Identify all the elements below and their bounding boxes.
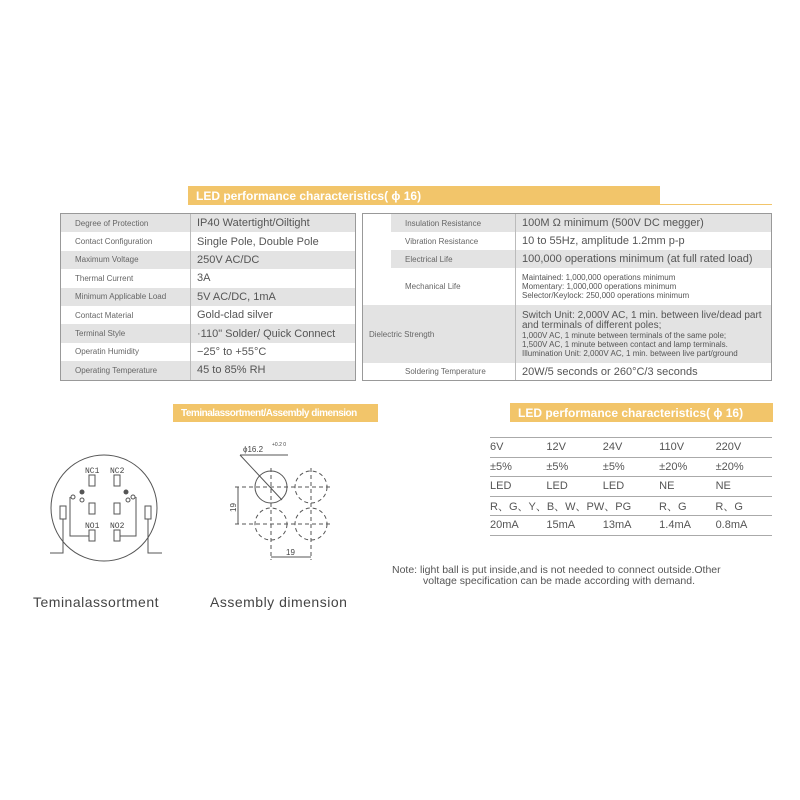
- label-nc2: NC2: [110, 467, 125, 476]
- led-table-cell: 24V: [602, 441, 623, 454]
- spec-label: Mechanical Life: [391, 268, 516, 305]
- led-table-cell: 220V: [715, 441, 742, 454]
- spec-label: Dielectric Strength: [363, 305, 516, 363]
- spec-label: Thermal Current: [61, 269, 191, 287]
- led-table-row: [490, 437, 772, 457]
- led-table-cell: 15mA: [546, 519, 576, 532]
- tolerance-label: +0.2 0: [272, 442, 287, 448]
- spec-value: 100M Ω minimum (500V DC megger): [522, 217, 704, 229]
- led-table-row: [490, 515, 772, 536]
- led-table-cell: ±5%: [602, 460, 625, 473]
- spec-value: −25° to +55°C: [197, 345, 267, 358]
- led-table-cell: ±20%: [659, 460, 688, 473]
- caption-terminal: Teminalassortment: [33, 594, 159, 610]
- mechanical-line: Momentary: 1,000,000 operations minimum: [522, 282, 677, 291]
- terminal-banner: Teminalassortment/Assembly dimension: [173, 404, 378, 422]
- spec-value: 10 to 55Hz, amplitude 1.2mm p-p: [522, 235, 685, 247]
- spec-label: Contact Configuration: [61, 232, 191, 250]
- spec-label: Minimum Applicable Load: [61, 288, 191, 306]
- led-table-cell: 0.8mA: [715, 519, 748, 532]
- led-table-cell: 13mA: [602, 519, 632, 532]
- led-table-cell: NE: [659, 480, 675, 493]
- main-banner: LED performance characteristics( ϕ 16): [188, 186, 660, 205]
- dielectric-line: Illumination Unit: 2,000V AC, 1 min. between live part/ground: [522, 348, 738, 358]
- led-table-cell: R、G: [659, 500, 687, 513]
- led-table-cell: NE: [715, 480, 731, 493]
- spec-value: 5V AC/DC, 1mA: [197, 290, 276, 303]
- spec-label: Insulation Resistance: [391, 214, 516, 232]
- led-table-cell: 6V: [490, 441, 504, 454]
- spec-label: Maximum Voltage: [61, 251, 191, 269]
- dielectric-line: Switch Unit: 2,000V AC, 1 min. between live/dead part and terminals of different poles;: [522, 309, 762, 331]
- led-table-cell: R、G: [715, 500, 743, 513]
- note: [392, 565, 721, 587]
- spec-label: Vibration Resistance: [391, 232, 516, 250]
- spec-label: Operating Temperature: [61, 361, 191, 379]
- caption-assembly: Assembly dimension: [210, 594, 348, 610]
- led-table-cell: 110V: [659, 441, 685, 454]
- spec-value: 45 to 85% RH: [197, 364, 266, 377]
- dim-vertical: 19: [229, 503, 238, 512]
- assembly-diagram: [235, 455, 332, 560]
- spec-value: 100,000 operations minimum (at full rated load): [522, 253, 753, 265]
- label-no1: NO1: [85, 522, 100, 531]
- mechanical-line: Selector/Keylock: 250,000 operations minimum: [522, 291, 690, 300]
- label-nc1: NC1: [85, 467, 100, 476]
- spec-label: Terminal Style: [61, 324, 191, 342]
- spec-label: Degree of Protection: [61, 214, 191, 232]
- spec-label: Contact Material: [61, 306, 191, 324]
- contact-dot: [80, 490, 85, 495]
- led-table-cell: LED: [490, 480, 512, 493]
- led-table-cell: ±20%: [715, 460, 744, 473]
- spec-label: Soldering Temperature: [391, 363, 516, 380]
- note-line: voltage specification can be made according with demand.: [423, 575, 695, 587]
- led-table: [490, 437, 772, 536]
- led-table-cell: ±5%: [490, 460, 512, 473]
- spec-value: ·110" Solder/ Quick Connect: [197, 327, 336, 340]
- terminal-diagram: [50, 455, 162, 561]
- led-table-cell: 20mA: [490, 519, 519, 532]
- led-table-row: [490, 457, 772, 477]
- led-table-cell: LED: [546, 480, 568, 493]
- note-line: Note: light ball is put inside,and is not needed to connect outside.Other: [392, 564, 721, 576]
- mechanical-line: Maintained: 1,000,000 operations minimum: [522, 273, 676, 282]
- spec-label: Electrical Life: [391, 250, 516, 268]
- led-table-row: [490, 496, 772, 516]
- led-banner: LED performance characteristics( ϕ 16): [510, 403, 773, 422]
- spec-value: 250V AC/DC: [197, 253, 260, 266]
- dielectric-line: 1,500V AC, 1 minute between contact and lamp terminals.: [522, 339, 728, 349]
- led-table-cell: 12V: [546, 441, 566, 454]
- label-no2: NO2: [110, 522, 125, 531]
- led-table-row: [490, 476, 772, 496]
- spec-value: 20W/5 seconds or 260°C/3 seconds: [522, 365, 698, 378]
- led-table-cell: R、G、Y、B、W、PW、PG: [490, 500, 632, 513]
- led-table-cell: 1.4mA: [659, 519, 691, 532]
- led-table-cell: ±5%: [546, 460, 569, 473]
- spec-value: Gold-clad silver: [197, 309, 273, 322]
- dim-horizontal: 19: [286, 548, 295, 557]
- spec-label: Operatin Humidity: [61, 343, 191, 361]
- spec-value: Single Pole, Double Pole: [197, 235, 319, 248]
- spec-value: IP40 Watertight/Oiltight: [197, 217, 310, 230]
- dielectric-line: 1,000V AC, 1 minute between terminals of the same pole;: [522, 330, 727, 340]
- contact-dot: [124, 490, 129, 495]
- spec-value: 3A: [197, 272, 211, 285]
- led-table-cell: LED: [602, 480, 625, 493]
- diameter-label: ϕ16.2: [243, 445, 264, 454]
